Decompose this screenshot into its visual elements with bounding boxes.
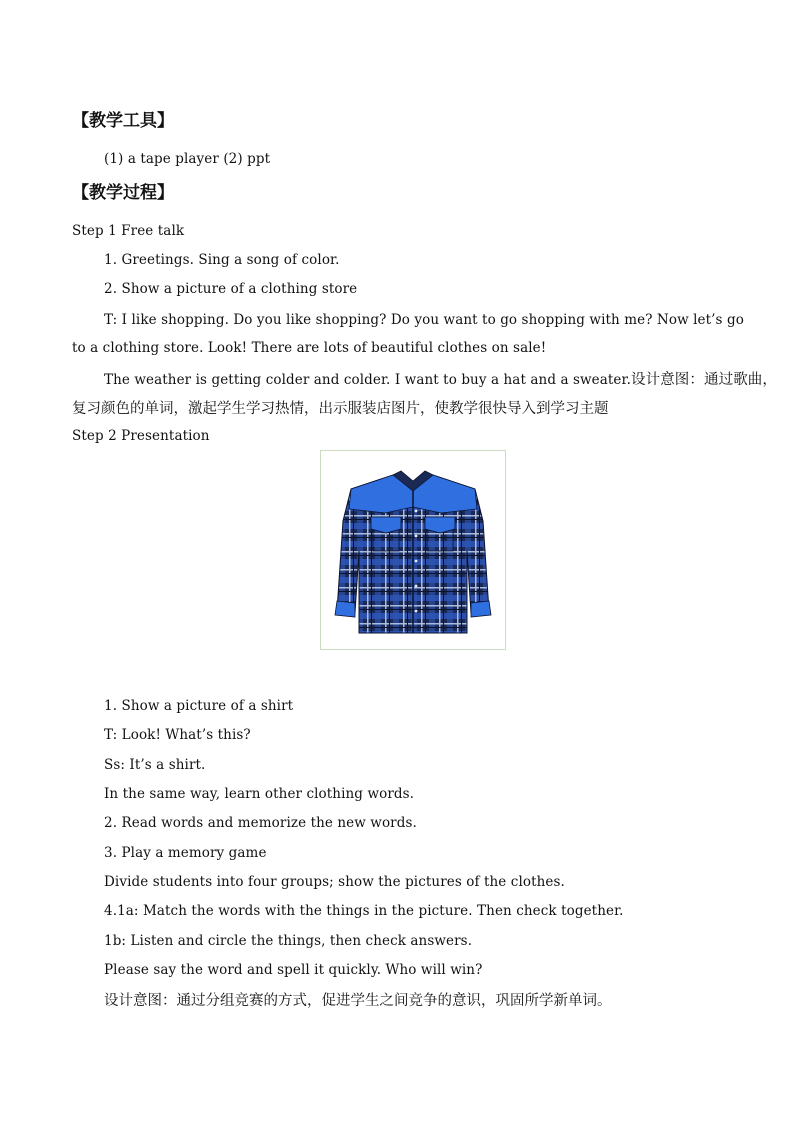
step2-please: Please say the word and spell it quickly. Who will win? (104, 962, 483, 978)
tools-list: (1) a tape player (2) ppt (104, 151, 271, 167)
section-heading-process: 【教学过程】 (72, 183, 174, 203)
step1-dialogue-line1: T: I like shopping. Do you like shopping? Do you want to go shopping with me? Now let’s go (104, 312, 744, 328)
step2-title: Step 2 Presentation (72, 428, 210, 444)
step2-item3: 3. Play a memory game (104, 845, 267, 861)
step2-design-intent: 设计意图：通过分组竞赛的方式，促进学生之间竞争的意识，巩固所学新单词。 (104, 993, 612, 1009)
step1-title: Step 1 Free talk (72, 223, 185, 239)
step2-item2: 2. Read words and memorize the new words. (104, 815, 417, 831)
step1-design-intent: 复习颜色的单词，激起学生学习热情，出示服装店图片，使教学很快导入到学习主题 (72, 401, 609, 417)
step1-item2: 2. Show a picture of a clothing store (104, 281, 358, 297)
step2-same-way: In the same way, learn other clothing words. (104, 786, 415, 802)
section-heading-tools: 【教学工具】 (72, 111, 174, 131)
step2-item1: 1. Show a picture of a shirt (104, 698, 294, 714)
weather-text: The weather is getting colder and colder. I want to buy a hat and a sweater. (104, 372, 631, 388)
step2-students-line: Ss: It’s a shirt. (104, 757, 206, 773)
step2-item4: 4.1a: Match the words with the things in the picture. Then check together. (104, 903, 624, 919)
step1-item1: 1. Greetings. Sing a song of color. (104, 252, 340, 268)
step2-divide: Divide students into four groups; show the pictures of the clothes. (104, 874, 565, 890)
shirt-icon (321, 451, 505, 649)
step2-item1b: 1b: Listen and circle the things, then check answers. (104, 933, 473, 949)
step2-teacher-line: T: Look! What’s this? (104, 727, 251, 743)
step1-dialogue-line2: to a clothing store. Look! There are lots of beautiful clothes on sale! (72, 340, 547, 356)
step1-weather-line (104, 368, 777, 389)
design-intent-inline: 设计意图：通过歌曲， (631, 372, 777, 388)
plaid-shirt-image (320, 450, 506, 650)
